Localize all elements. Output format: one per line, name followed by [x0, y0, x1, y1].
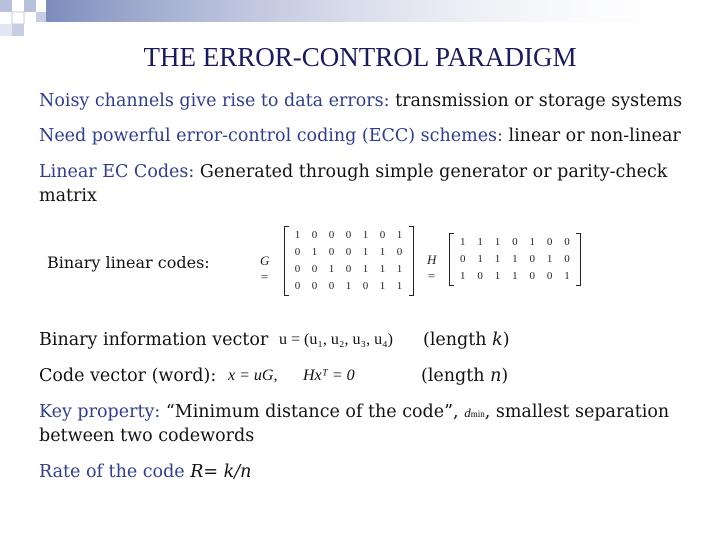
rate-highlight: Rate of the code — [39, 462, 185, 482]
slide-title: THE ERROR-CONTROL PARADIGM — [143, 42, 577, 72]
matrix-cell: 1 — [396, 280, 403, 292]
matrix-cell: 0 — [546, 270, 553, 282]
matrix-cell: 1 — [512, 253, 518, 265]
matrix-cell: 1 — [459, 236, 466, 248]
matrix-cell: 0 — [328, 246, 335, 258]
key-property-text-2: , smallest separation — [484, 402, 670, 422]
matrix-row — [289, 227, 409, 244]
matrix-cell: 0 — [345, 229, 352, 241]
matrix-row — [289, 244, 409, 261]
matrix-cell: 0 — [294, 263, 301, 275]
info-length-var: k — [492, 330, 503, 350]
matrix-cell: 1 — [345, 280, 352, 292]
parity-equation: Hxᵀ = 0 — [303, 367, 355, 384]
matrix-cell: 0 — [328, 229, 335, 241]
matrix-cell: 0 — [345, 246, 352, 258]
matrix-cell: 1 — [494, 236, 501, 248]
matrix-cell: 1 — [529, 236, 535, 248]
matrix-cell: 0 — [311, 280, 318, 292]
matrix-cell: 1 — [494, 253, 501, 265]
matrix-cell: 1 — [512, 270, 518, 282]
code-vector-label: Code vector (word): — [39, 366, 217, 386]
matrix-cell: 1 — [362, 229, 369, 241]
info-vector-formula: u = (u₁, u₂, u₃, u₄) — [279, 331, 393, 348]
header-decoration — [0, 0, 720, 48]
dmin-symbol: d — [464, 405, 471, 420]
noisy-highlight: Noisy channels give rise to data errors: — [39, 91, 390, 111]
key-property-highlight: Key property: — [39, 402, 161, 422]
matrix-cell: 0 — [345, 263, 352, 275]
matrix-cell: 0 — [396, 246, 403, 258]
linear-highlight: Linear EC Codes: — [39, 162, 195, 182]
matrix-cell: 0 — [546, 236, 553, 248]
ecc-highlight: Need powerful error-control coding (ECC) schemes: — [39, 126, 503, 146]
noisy-channels-line — [39, 91, 682, 111]
matrix-cell: 0 — [294, 280, 301, 292]
h-label: H = — [427, 252, 437, 283]
code-length-text: (length — [421, 366, 491, 386]
noisy-rest: transmission or storage systems — [389, 91, 683, 111]
matrix-cell: 0 — [362, 280, 369, 292]
key-property-line-2: between two codewords — [39, 426, 255, 446]
code-length-end: ) — [501, 366, 509, 386]
key-property-text: “Minimum distance of the code”, — [160, 402, 459, 422]
matrix-cell: 1 — [379, 246, 386, 258]
matrix-cell: 1 — [311, 246, 318, 258]
matrix-cell: 0 — [328, 280, 335, 292]
matrix-row — [454, 234, 576, 251]
matrix-cell: 0 — [512, 236, 518, 248]
matrix-cell: 0 — [529, 253, 535, 265]
code-length-var: n — [490, 366, 502, 386]
linear-codes-line — [39, 162, 667, 182]
matrix-cell: 0 — [564, 236, 570, 248]
ecc-rest: linear or non-linear — [502, 126, 681, 146]
binary-linear-label: Binary linear codes: — [47, 253, 210, 272]
info-length-end: ) — [502, 330, 510, 350]
matrix-row — [289, 278, 409, 295]
matrix-cell: 1 — [546, 253, 553, 265]
matrix-cell: 1 — [379, 280, 386, 292]
matrix-cell: 0 — [311, 263, 318, 275]
matrix-cell: 1 — [477, 253, 483, 265]
matrix-cell: 0 — [564, 253, 570, 265]
matrix-cell: 0 — [379, 229, 386, 241]
rate-formula: R= k/n — [184, 462, 252, 482]
matrix-cell: 0 — [477, 270, 483, 282]
g-label: G = — [260, 253, 270, 284]
matrix-cell: 1 — [564, 270, 570, 282]
matrix-cell: 1 — [494, 270, 501, 282]
dmin-subscript: min — [470, 409, 485, 419]
matrix-cell: 1 — [459, 270, 466, 282]
code-length — [421, 366, 508, 386]
key-property-line — [39, 402, 669, 422]
info-vector-label: Binary information vector — [39, 330, 269, 350]
matrix-cell: 1 — [477, 236, 483, 248]
matrix-cell: 1 — [328, 263, 335, 275]
matrix-cell: 1 — [362, 263, 369, 275]
matrix-cell: 1 — [396, 229, 403, 241]
rate-line — [39, 462, 251, 482]
matrix-cell: 0 — [459, 253, 466, 265]
linear-codes-line-2: matrix — [39, 186, 97, 206]
matrix-cell: 0 — [294, 246, 301, 258]
matrix-row — [454, 268, 576, 285]
code-vector-formula: x = uG, — [228, 367, 278, 384]
ecc-schemes-line — [39, 126, 681, 146]
matrix-row — [454, 251, 576, 268]
matrix-cell: 1 — [294, 229, 301, 241]
matrix-row — [289, 261, 409, 278]
info-length-text: (length — [423, 330, 493, 350]
matrix-cell: 0 — [529, 270, 535, 282]
matrix-cell: 0 — [311, 229, 318, 241]
info-length — [423, 330, 510, 350]
linear-rest: Generated through simple generator or parity-check — [194, 162, 668, 182]
matrix-cell: 1 — [362, 246, 369, 258]
matrix-cell: 1 — [396, 263, 403, 275]
matrix-cell: 1 — [379, 263, 386, 275]
